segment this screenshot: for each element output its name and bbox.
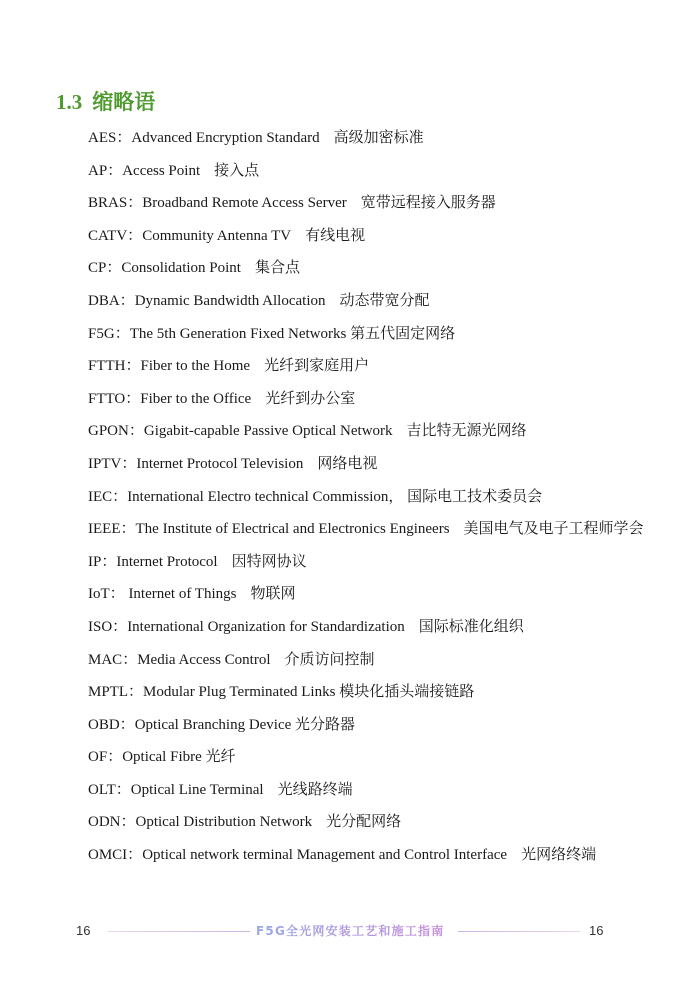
entry-abbreviation: GPON <box>88 423 129 440</box>
entry-abbreviation: AP <box>88 162 108 179</box>
section-title: 缩略语 <box>92 89 156 114</box>
section-number: 1.3 <box>56 90 83 114</box>
entry-abbreviation: BRAS <box>88 195 128 212</box>
entry-english-term: Fiber to the Home <box>140 358 251 375</box>
abbreviation-entry <box>56 448 646 481</box>
entry-abbreviation: ODN <box>88 814 121 831</box>
abbreviation-entry <box>56 220 646 253</box>
entry-abbreviation: OMCI <box>88 847 128 864</box>
entry-abbreviation: F5G <box>88 325 115 342</box>
entry-chinese-term: 国际标准化组织 <box>418 618 524 635</box>
abbreviation-entry <box>56 350 646 383</box>
abbreviation-entry <box>56 774 646 807</box>
abbreviation-entry <box>56 741 646 774</box>
abbreviation-entry <box>56 806 646 839</box>
page-number-left: 16 <box>76 923 91 938</box>
entry-chinese-term: 有线电视 <box>305 227 366 244</box>
entry-abbreviation: IEC <box>88 488 113 505</box>
entry-separator: ： <box>109 586 125 603</box>
entry-separator: ： <box>116 130 132 146</box>
abbreviation-entry <box>56 415 646 448</box>
abbreviation-entry <box>56 187 646 220</box>
entry-english-term: Internet Protocol Television <box>136 455 304 472</box>
entry-separator: ： <box>107 749 123 766</box>
entry-english-term: The 5th Generation Fixed Networks <box>129 325 347 342</box>
entry-chinese-term: 物联网 <box>250 586 296 603</box>
footer-divider-right <box>458 931 580 932</box>
entry-english-term: Modular Plug Terminated Links <box>143 684 336 701</box>
entry-english-term: Broadband Remote Access Server <box>142 195 347 212</box>
entry-abbreviation: DBA <box>88 292 120 309</box>
entry-chinese-term: 动态带宽分配 <box>339 292 430 309</box>
entry-chinese-term: 光纤到办公室 <box>265 390 356 407</box>
entry-chinese-term: 美国电气及电子工程师学会 <box>463 521 644 538</box>
entry-abbreviation: FTTO <box>88 390 126 407</box>
abbreviation-entry <box>56 839 646 872</box>
abbreviation-entry <box>56 318 646 351</box>
entry-english-term: Optical Line Terminal <box>130 781 264 798</box>
entry-separator: ： <box>127 847 143 864</box>
entry-separator: ： <box>112 618 128 635</box>
abbreviation-entry <box>56 546 646 579</box>
footer-divider-left <box>108 931 250 932</box>
entry-separator: ： <box>114 325 130 342</box>
abbreviation-entry <box>56 709 646 742</box>
abbreviation-entry <box>56 155 646 188</box>
entry-english-term: Optical network terminal Management and Control Interface <box>142 847 508 864</box>
entry-abbreviation: AES <box>88 130 117 146</box>
entry-chinese-term: 第五代固定网络 <box>350 325 456 342</box>
abbreviation-entry <box>56 481 646 514</box>
entry-english-term: Media Access Control <box>137 651 271 668</box>
entry-chinese-term: 介质访问控制 <box>284 651 375 668</box>
entry-separator: ： <box>101 553 117 570</box>
entry-abbreviation: MAC <box>88 651 123 668</box>
page-number-right: 16 <box>589 923 604 938</box>
entry-separator: ： <box>127 195 143 212</box>
entry-english-term: Fiber to the Office <box>140 390 252 407</box>
abbreviation-list <box>56 122 646 872</box>
entry-separator: ： <box>120 521 136 538</box>
entry-english-term: Consolidation Point <box>121 260 241 277</box>
entry-english-term: Advanced Encryption Standard <box>131 130 320 146</box>
entry-separator: ： <box>125 358 141 375</box>
entry-chinese-term: 光网络终端 <box>521 847 597 864</box>
abbreviation-entry <box>56 611 646 644</box>
entry-separator: ： <box>112 488 128 505</box>
entry-chinese-term: 集合点 <box>254 260 300 277</box>
entry-separator: ： <box>122 651 138 668</box>
entry-abbreviation: IEEE <box>88 521 121 538</box>
entry-separator: ： <box>121 455 137 472</box>
entry-separator: ： <box>119 716 135 733</box>
entry-abbreviation: OF <box>88 749 108 766</box>
entry-abbreviation: IPTV <box>88 455 122 472</box>
entry-separator: ： <box>128 423 144 440</box>
entry-separator: ： <box>119 292 135 309</box>
entry-english-term: International Organization for Standardization <box>127 618 405 635</box>
entry-abbreviation: FTTH <box>88 358 126 375</box>
page-footer <box>0 920 695 944</box>
entry-abbreviation: OLT <box>88 781 116 798</box>
entry-chinese-term: 模块化插头端接链路 <box>339 684 475 701</box>
abbreviation-entry <box>56 383 646 416</box>
entry-separator: ： <box>107 162 123 179</box>
entry-abbreviation: CP <box>88 260 107 277</box>
abbreviation-entry <box>56 285 646 318</box>
entry-chinese-term: 光纤到家庭用户 <box>264 358 370 375</box>
entry-chinese-term: 光分配网络 <box>326 814 402 831</box>
entry-english-term: Gigabit-capable Passive Optical Network <box>143 423 393 440</box>
entry-separator: ： <box>125 390 141 407</box>
entry-chinese-term: 光纤 <box>205 749 236 766</box>
entry-abbreviation: ISO <box>88 618 113 635</box>
entry-chinese-term: 接入点 <box>214 162 260 179</box>
entry-chinese-term: 光分路器 <box>295 716 356 733</box>
abbreviation-entry <box>56 578 646 611</box>
entry-english-term: Access Point <box>122 162 201 179</box>
entry-abbreviation: MPTL <box>88 684 129 701</box>
entry-english-term: Dynamic Bandwidth Allocation <box>134 292 326 309</box>
entry-separator: ： <box>115 781 131 798</box>
entry-abbreviation: IoT <box>88 586 110 603</box>
entry-english-term: Optical Branching Device <box>134 716 292 733</box>
entry-english-term: International Electro technical Commission， <box>127 488 404 505</box>
footer-book-title: F5G全光网安装工艺和施工指南 <box>256 924 445 938</box>
entry-abbreviation: OBD <box>88 716 120 733</box>
entry-chinese-term: 高级加密标准 <box>333 130 424 146</box>
entry-chinese-term: 因特网协议 <box>231 553 307 570</box>
abbreviation-entry <box>56 513 646 546</box>
entry-abbreviation: CATV <box>88 227 128 244</box>
abbreviation-entry <box>56 644 646 677</box>
entry-english-term: Optical Fibre <box>122 749 202 766</box>
entry-chinese-term: 网络电视 <box>317 455 378 472</box>
entry-english-term: Community Antenna TV <box>142 227 292 244</box>
entry-abbreviation: IP <box>88 553 102 570</box>
entry-chinese-term: 吉比特无源光网络 <box>406 423 527 440</box>
entry-chinese-term: 宽带远程接入服务器 <box>360 195 496 212</box>
abbreviation-entry <box>56 122 646 155</box>
abbreviation-entry <box>56 676 646 709</box>
entry-english-term: Internet Protocol <box>116 553 218 570</box>
section-heading <box>56 86 155 116</box>
entry-english-term: Internet of Things <box>124 586 237 603</box>
abbreviation-entry <box>56 252 646 285</box>
entry-chinese-term: 国际电工技术委员会 <box>407 488 543 505</box>
entry-separator: ： <box>120 814 136 831</box>
entry-separator: ： <box>106 260 122 277</box>
entry-english-term: Optical Distribution Network <box>135 814 313 831</box>
entry-separator: ： <box>128 684 144 701</box>
entry-chinese-term: 光线路终端 <box>277 781 353 798</box>
entry-english-term: The Institute of Electrical and Electronics Engineers <box>135 521 450 538</box>
entry-separator: ： <box>127 227 143 244</box>
